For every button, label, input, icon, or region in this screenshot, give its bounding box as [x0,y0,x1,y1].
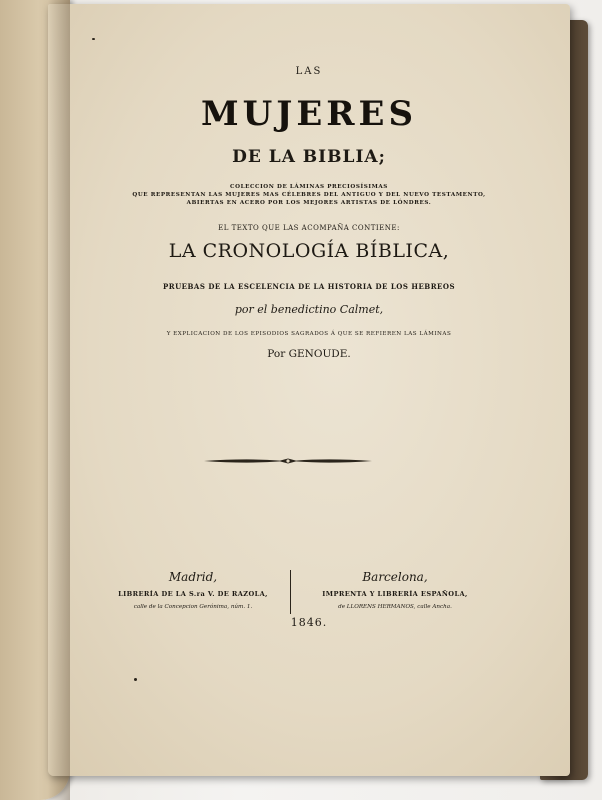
collection-line: COLECCION DE LÁMINAS PRECIOSÍSIMAS [230,184,388,190]
main-title: MUJERES [200,94,417,134]
imprint-printer: IMPRENTA Y LIBRERÍA ESPAÑOLA, [322,590,468,598]
text-intro: EL TEXTO QUE LAS ACOMPAÑA CONTIENE: [218,224,400,232]
pre-title: LAS [295,66,323,77]
imprint-city: Madrid, [168,570,218,584]
imprint-printer: LIBRERÍA DE LA S.ra V. DE RAZOLA, [118,590,268,598]
imprint-city: Barcelona, [362,570,428,584]
imprint-barcelona [298,570,492,610]
proofs-line: PRUEBAS DE LA ESCELENCIA DE LA HISTORIA DE LOS HEBREOS [162,282,456,291]
imprint-divider [290,570,291,614]
genoude-line: Por GENOUDE. [267,348,351,360]
ornamental-rule [204,456,372,466]
imprint-address: de LLORENS HERMANOS, calle Ancha. [338,604,452,610]
collection-line: QUE REPRESENTAN LAS MUJERES MAS CÉLEBRES DEL ANTIGUO Y DEL NUEVO TESTAMENTO, [132,192,486,198]
collection-line: ABIERTAS EN ACERO POR LOS MEJORES ARTISTAS DE LÓNDRES. [186,200,432,206]
publication-year: 1846. [290,616,328,629]
gutter-shadow [48,0,70,800]
explanation-line: Y EXPLICACION DE LOS EPISODIOS SAGRADOS Á QUE SE REFIEREN LAS LÁMINAS [166,331,452,337]
author-line: por el benedictino Calmet, [234,303,384,316]
title-page [48,4,570,776]
chronology-heading: LA CRONOLOGÍA BÍBLICA, [168,240,450,262]
sub-title: DE LA BIBLIA; [232,147,386,167]
imprint-madrid [88,570,298,610]
imprint-address: calle de la Concepcion Gerónima, núm. 1. [133,604,253,610]
paper-speck [134,678,137,681]
paper-speck [92,38,95,40]
